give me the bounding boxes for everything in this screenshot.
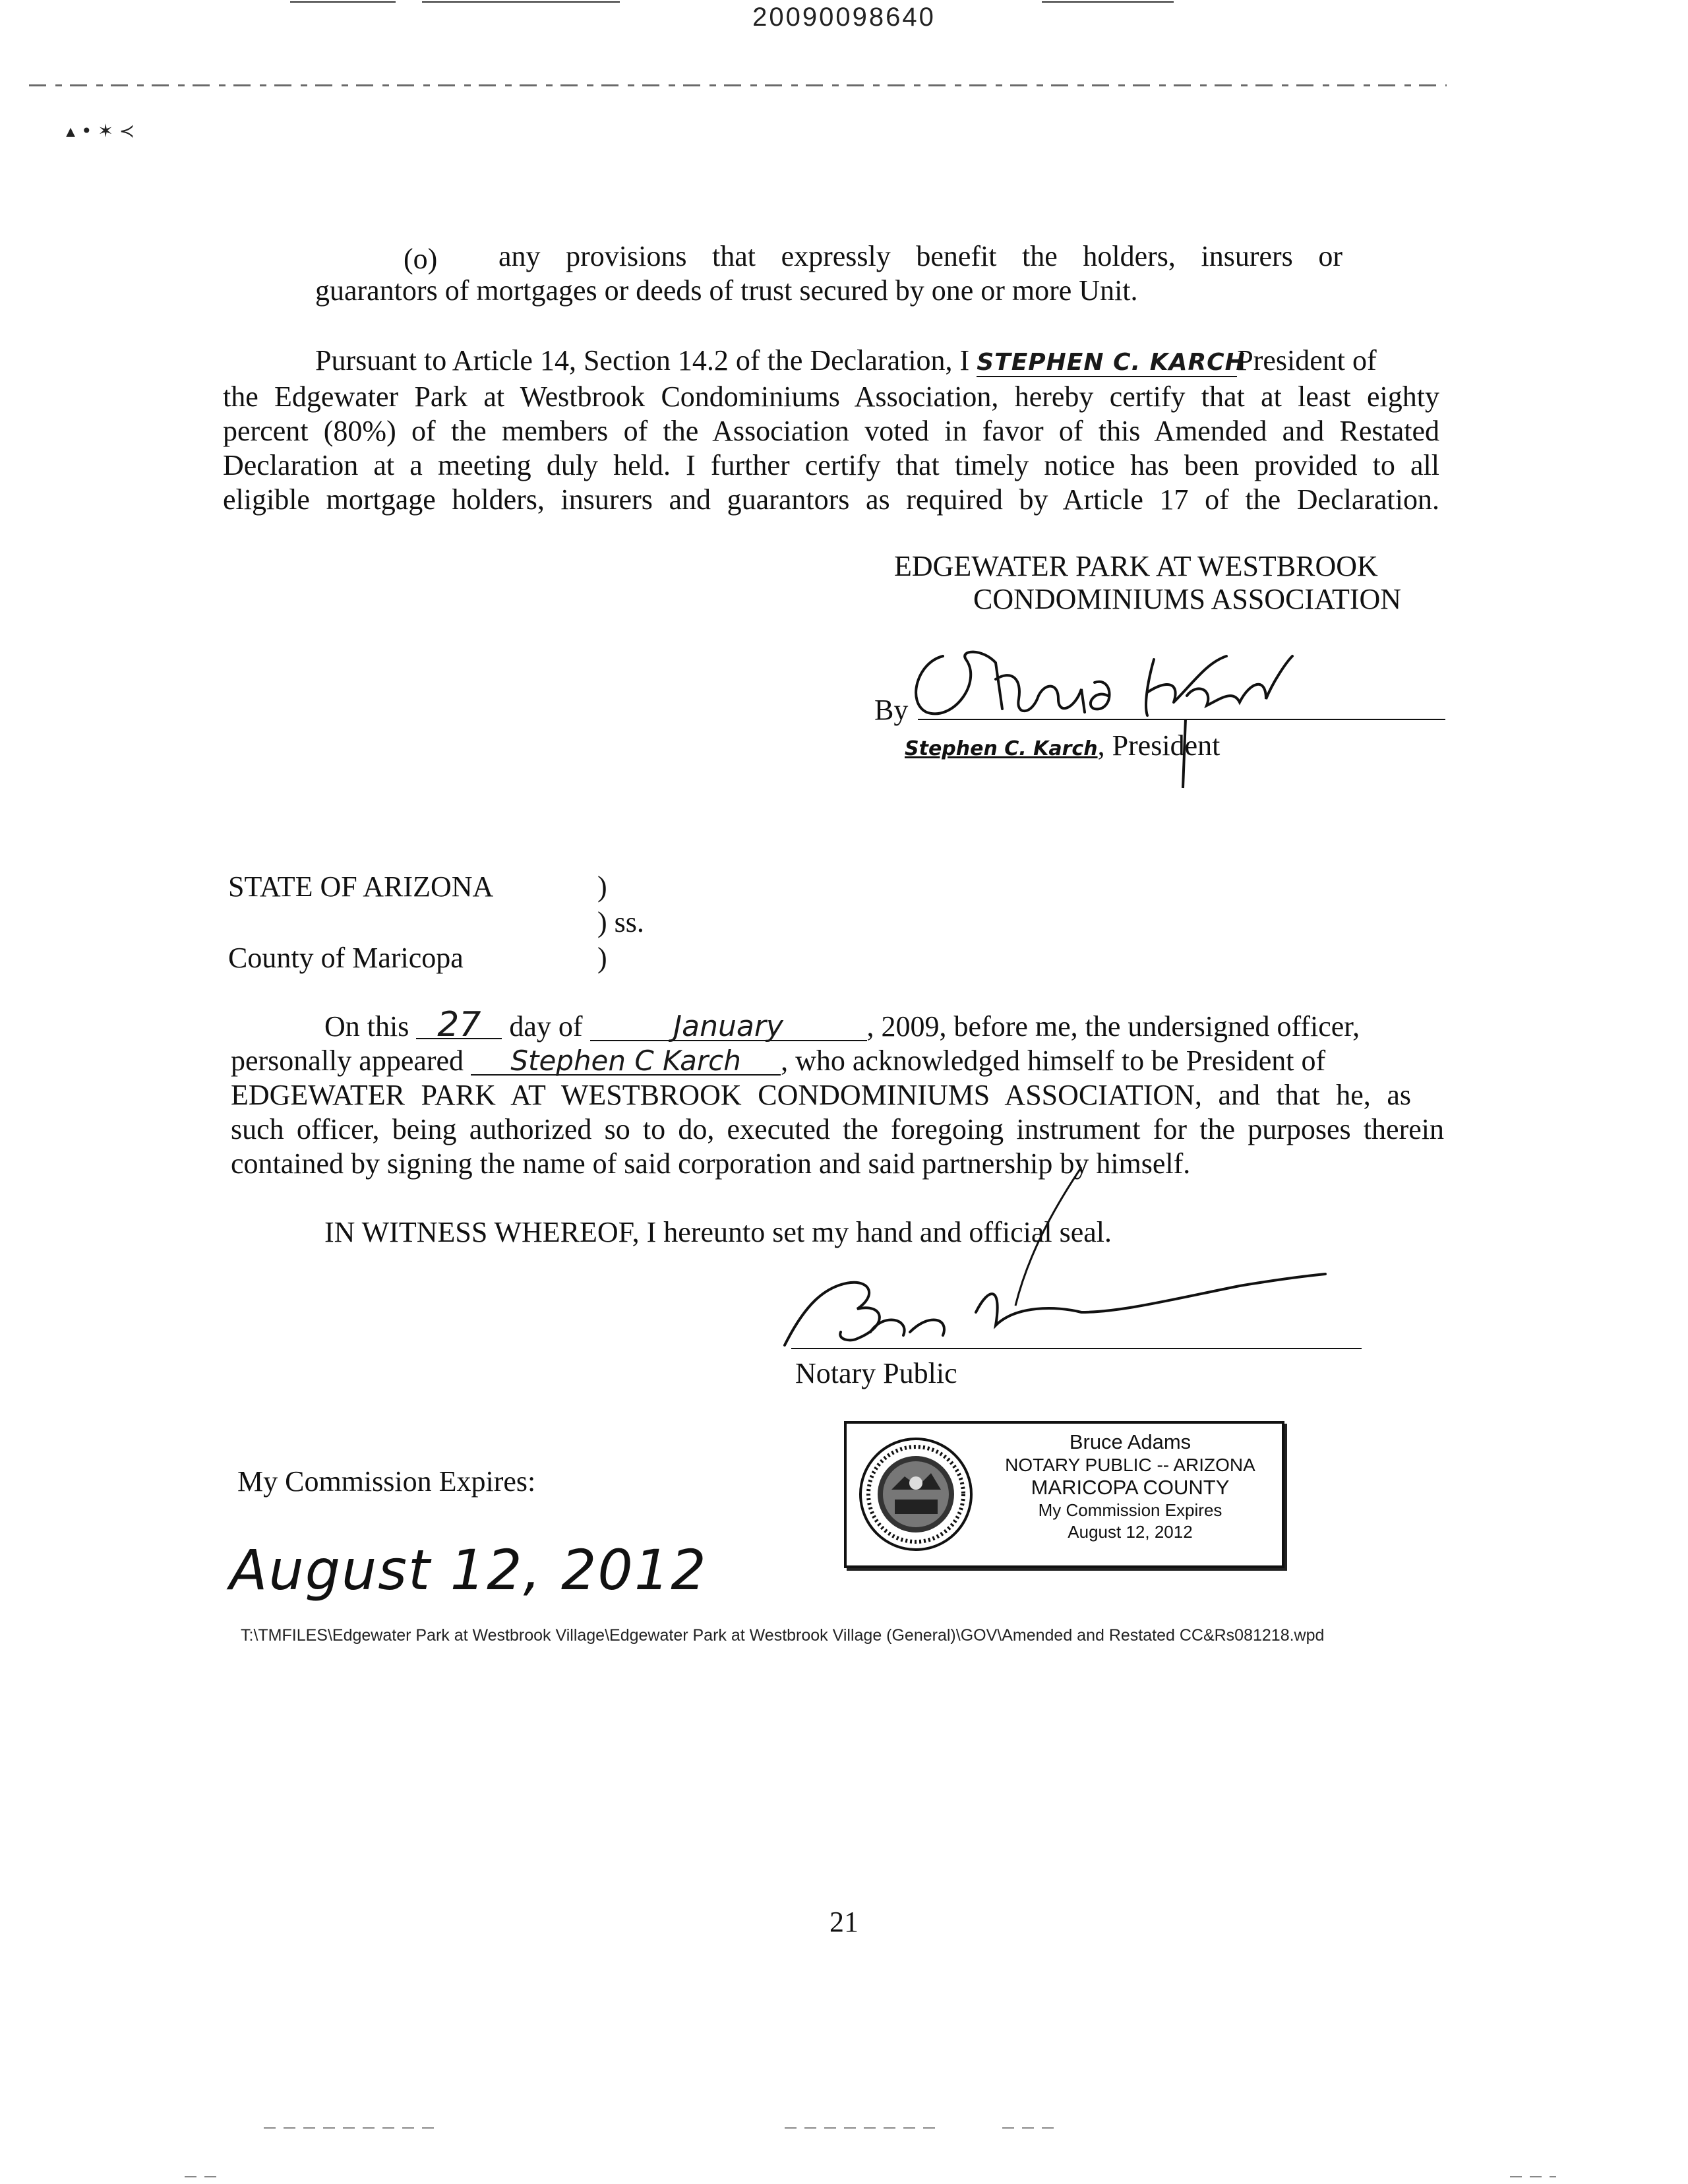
ack-line2-end: , who acknowledged himself to be President of [781, 1045, 1326, 1077]
stamp-expires-label: My Commission Expires [1038, 1500, 1222, 1520]
association-name-line1: EDGEWATER PARK AT WESTBROOK [894, 550, 1378, 582]
notary-stamp [844, 1421, 1284, 1568]
acknowledgment-line5: contained by signing the name of said corporation and said partnership by himself. [231, 1147, 1191, 1180]
ack-line1-end: , 2009, before me, the undersigned officer, [866, 1010, 1360, 1043]
scan-artifact [185, 2176, 224, 2177]
signer-title: , President [1097, 729, 1221, 762]
stamp-notary-name: Bruce Adams [1069, 1430, 1191, 1453]
acknowledgment-line3: EDGEWATER PARK AT WESTBROOK CONDOMINIUMS ASSOCIATION, and that he, as [231, 1079, 1411, 1111]
stamp-notary-title: NOTARY PUBLIC -- ARIZONA [1005, 1455, 1255, 1475]
scan-artifact [264, 2127, 435, 2129]
acknowledgment-line4: such officer, being authorized so to do, executed the foregoing instrument for the purposes therein [231, 1113, 1444, 1145]
venue-state: STATE OF ARIZONA [228, 870, 494, 903]
scan-artifact [1510, 2176, 1556, 2177]
certification-line4: Declaration at a meeting duly held. I further certify that timely notice has been provided to all [223, 449, 1439, 481]
day-handwritten: 27 [416, 1012, 502, 1039]
venue-ss: ) ss. [597, 906, 644, 938]
signer-name-block [905, 728, 1220, 763]
scan-dash-rule [29, 84, 1447, 86]
witness-statement: IN WITNESS WHEREOF, I hereunto set my hand and official seal. [324, 1216, 1112, 1248]
state-seal-icon [859, 1437, 974, 1552]
ack-personally-appeared: personally appeared [231, 1045, 464, 1077]
signer-name-handwritten: Stephen C. Karch [905, 737, 1098, 760]
certification-line1 [315, 343, 1443, 378]
certification-line2: the Edgewater Park at Westbrook Condominiums Association, hereby certify that at least eighty [223, 380, 1439, 413]
acknowledgment-line2 [231, 1043, 1444, 1078]
signature-stroke [1174, 719, 1193, 791]
president-signature [897, 643, 1325, 739]
venue-paren-1: ) [597, 870, 607, 903]
notary-signature [778, 1154, 1332, 1372]
certification-line1-end: President of [1237, 344, 1377, 377]
scan-artifact [785, 2127, 943, 2129]
stamp-expires-date: August 12, 2012 [1068, 1522, 1193, 1542]
appeared-name-handwritten: Stephen C Karch [471, 1048, 781, 1076]
file-path-footer: T:\TMFILES\Edgewater Park at Westbrook Village\Edgewater Park at Westbrook Village (General)\GOV\Amended and Restated CC&Rs081218.wpd [241, 1626, 1325, 1645]
association-name-line2: CONDOMINIUMS ASSOCIATION [973, 583, 1402, 615]
ack-on-this: On this [324, 1010, 409, 1043]
paragraph-o-line1: any provisions that expressly benefit the holders, insurers or [498, 240, 1342, 272]
record-number: 20090098640 [752, 3, 936, 32]
commission-expires-label: My Commission Expires: [237, 1465, 536, 1498]
certification-line3: percent (80%) of the members of the Association voted in favor of this Amended and Restated [223, 415, 1439, 447]
ack-day-of: day of [509, 1010, 583, 1043]
president-name-handwritten: STEPHEN C. KARCH [977, 349, 1246, 376]
stamp-text-block [992, 1430, 1269, 1543]
page-number: 21 [829, 1906, 859, 1938]
paragraph-o-label: (o) [404, 243, 438, 275]
scan-artifact [1002, 2127, 1062, 2129]
by-label: By [874, 694, 909, 726]
scan-marks: ▴ • ✶ ≺ [66, 120, 135, 142]
month-handwritten: January [590, 1014, 867, 1041]
paragraph-o-line2: guarantors of mortgages or deeds of trust secured by one or more Unit. [315, 274, 1138, 307]
acknowledgment-line1 [324, 1005, 1443, 1045]
notary-public-label: Notary Public [795, 1357, 957, 1389]
notary-signature-line [791, 1348, 1362, 1349]
certification-line5: eligible mortgage holders, insurers and guarantors as required by Article 17 of the Declaration. [223, 483, 1439, 516]
certification-line1-start: Pursuant to Article 14, Section 14.2 of the Declaration, I [315, 344, 970, 377]
venue-paren-3: ) [597, 942, 607, 974]
stamp-county: MARICOPA COUNTY [1031, 1476, 1230, 1499]
venue-county: County of Maricopa [228, 942, 464, 974]
commission-date-handwritten: August 12, 2012 [229, 1538, 708, 1602]
